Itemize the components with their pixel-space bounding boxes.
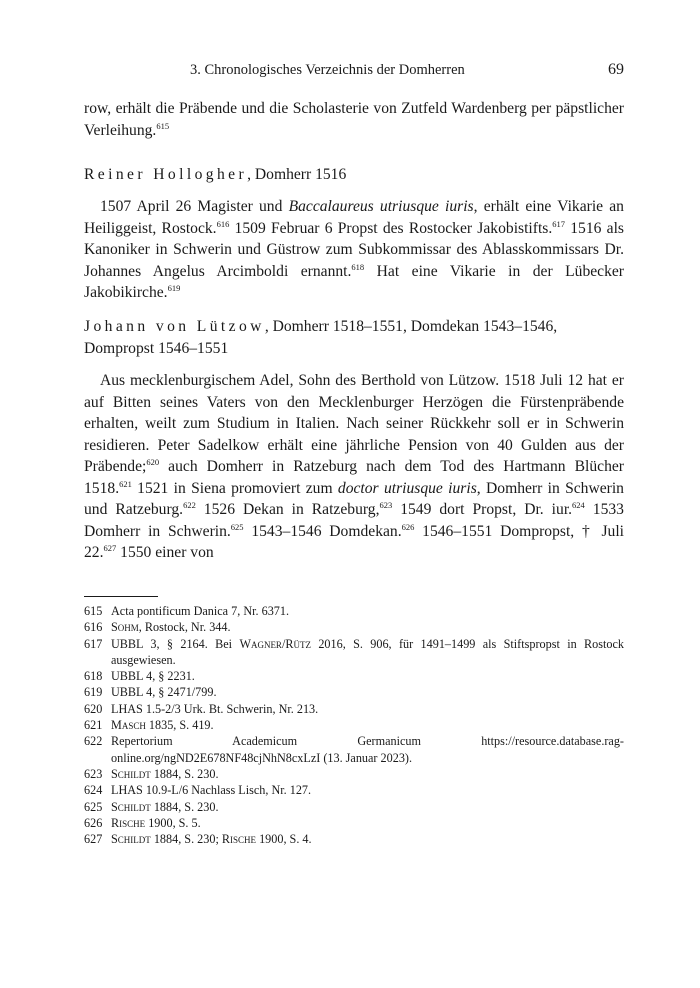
footnote-627 <box>84 831 624 847</box>
entry-role: , Domherr 1518–1551, Domdekan 1543–1546, Dompropst 1546–1551 <box>84 318 558 357</box>
footnote-622 <box>84 733 624 766</box>
text-run: 1516 als Kanoniker in Schwerin und Güstrow zum Subkommissar des Ablasskommissars Dr. Johannes Angelus Arcimboldi ernannt. <box>84 219 624 280</box>
text-run: Hat eine Vikarie in der Lübecker Jakobikirche. <box>84 262 624 301</box>
footnote-number: 619 <box>84 685 103 700</box>
footnote-number: 626 <box>84 815 103 830</box>
footnote-text <box>111 717 624 733</box>
author-name: Rische <box>221 832 257 847</box>
text-run: auch Domherr in Ratzeburg nach dem Tod des Hartmann Blücher 1518. <box>84 458 624 497</box>
entry-text-hollogher <box>84 196 624 304</box>
footnote-text <box>111 799 624 815</box>
author-name: Schildt <box>111 832 151 847</box>
footnote-number: 621 <box>84 718 103 733</box>
footnote-625 <box>84 799 624 815</box>
text-run: 1543–1546 Domdekan. <box>243 522 402 540</box>
running-title: 3. Chronologisches Verzeichnis der Domherren <box>190 62 465 78</box>
entry-name: Reiner Hollogher <box>84 166 248 183</box>
text-italic: Baccalaureus utriusque iuris <box>288 198 474 215</box>
footnote-ref[interactable]: 624 <box>572 500 585 510</box>
author-name: Schildt <box>111 766 151 781</box>
footnote-617 <box>84 636 624 669</box>
footnote-number: 624 <box>84 783 103 798</box>
footnote-text <box>111 815 624 831</box>
footnote-619 <box>84 684 624 700</box>
footnote-ref[interactable]: 622 <box>183 500 196 510</box>
text-italic: doctor utriusque iuris <box>337 479 477 497</box>
author-name: Sohm <box>111 620 139 635</box>
entry-heading-hollogher <box>84 164 624 186</box>
page-number: 69 <box>608 61 624 78</box>
footnote-ref[interactable]: 626 <box>401 521 415 532</box>
footnote-text: UBBL 4, § 2231. <box>111 669 195 684</box>
citation: 1835, S. 419. <box>145 718 214 733</box>
text-run: 1509 Februar 6 Propst des Rostocker Jakobistifts. <box>229 219 553 237</box>
footnote-text: LHAS 10.9-L/6 Nachlass Lisch, Nr. 127. <box>111 783 312 798</box>
entry-text-luetzow <box>84 370 624 564</box>
entry-role: , Domherr 1516 <box>247 166 347 183</box>
footnote-ref[interactable]: 616 <box>216 218 230 229</box>
footnote-ref[interactable]: 619 <box>167 283 181 293</box>
citation: 1884, S. 230. <box>150 799 219 814</box>
footnote-ref[interactable]: 627 <box>103 543 117 553</box>
footnote-number: 627 <box>84 832 103 847</box>
footnote-text <box>111 636 624 669</box>
footnote-text: LHAS 1.5-2/3 Urk. Bt. Schwerin, Nr. 213. <box>111 701 319 716</box>
footnote-text: Acta pontificum Danica 7, Nr. 6371. <box>111 604 290 618</box>
footnote-number: 625 <box>84 799 103 814</box>
citation: 1884, S. 230; <box>150 832 222 847</box>
text-run: , erhält eine Vikarie an Heiliggeist, Rostock. <box>84 198 624 237</box>
entry-heading-luetzow <box>84 316 624 359</box>
author-name: Wagner/Rütz <box>239 636 311 651</box>
footnote-ref[interactable]: 621 <box>119 478 132 489</box>
text-run: , Domherr in Schwerin und Ratzeburg. <box>84 479 624 518</box>
footnote-text <box>111 766 624 782</box>
citation: 1900, S. 5. <box>145 815 201 830</box>
footnote-number: 622 <box>84 734 103 749</box>
footnote-text: UBBL 4, § 2471/799. <box>111 685 217 700</box>
footnote-616 <box>84 619 624 635</box>
continuation-text: row, erhält die Präbende und die Scholasterie von Zutfeld Wardenberg per päpstlicher Verleihung. <box>84 100 624 139</box>
footnote-number: 616 <box>84 620 103 635</box>
footnote-624 <box>84 782 624 798</box>
entry-name: Johann von Lützow <box>84 318 265 335</box>
footnote-ref[interactable]: 617 <box>552 218 565 229</box>
citation: , Rostock, Nr. 344. <box>138 620 231 635</box>
footnote-text <box>111 619 624 635</box>
footnote-618 <box>84 668 624 684</box>
author-name: Masch <box>111 718 146 733</box>
footnotes <box>84 603 624 847</box>
footnote-number: 618 <box>84 669 103 684</box>
text-run: 1521 in Siena promoviert zum <box>131 479 338 497</box>
author-name: Schildt <box>111 799 151 814</box>
footnote-621 <box>84 717 624 733</box>
footnote-620 <box>84 701 624 717</box>
footnote-ref[interactable]: 618 <box>351 261 365 272</box>
text-run: 1533 Domherr in Schwerin. <box>84 501 624 540</box>
citation: UBBL 3, § 2164. Bei <box>111 636 240 651</box>
text-run: 1526 Dekan in Ratzeburg, <box>195 501 380 518</box>
footnote-ref[interactable]: 623 <box>379 500 393 510</box>
footnote-number: 620 <box>84 701 103 716</box>
text-run: Aus mecklenburgischem Adel, Sohn des Berthold von Lützow. 1518 Juli 12 hat er auf Bitten seines Vaters von den Mecklenburger Herzögen die Fürstenpräbende erhalten, weilt zum Studium in Italien. Nach seiner Rückkehr soll er in Schwerin residieren. Peter Sadelkow erhält eine jährliche Pension von 40 Gulden aus der Präbende; <box>84 372 624 475</box>
footnote-number: 623 <box>84 766 103 781</box>
footnote-ref[interactable]: 615 <box>156 120 170 131</box>
footnote-ref[interactable]: 625 <box>230 521 244 532</box>
citation: 2016, S. 906, für 1491–1499 als Stiftspropst in Rostock ausgewiesen. <box>111 636 624 667</box>
footnote-ref[interactable]: 620 <box>146 457 160 467</box>
footnote-number: 615 <box>84 604 103 618</box>
citation: 1884, S. 230. <box>150 766 219 781</box>
text-run: 1549 dort Propst, Dr. iur. <box>392 501 573 518</box>
author-name: Rische <box>111 815 146 830</box>
text-run: 1507 April 26 Magister und <box>100 198 289 215</box>
continuation-paragraph <box>84 98 624 141</box>
footnote-626 <box>84 815 624 831</box>
citation: 1900, S. 4. <box>256 832 312 847</box>
footnote-divider <box>84 596 158 597</box>
footnote-number: 617 <box>84 636 103 651</box>
text-run: 1550 einer von <box>116 544 214 561</box>
footnote-text <box>111 831 624 847</box>
running-header <box>84 62 624 82</box>
footnote-text: Repertorium Academicum Germanicum https://resource.database.rag-online.org/ngND2E678NF48cjNhN8cxLzI (13. Januar 2023). <box>111 734 624 765</box>
footnote-623 <box>84 766 624 782</box>
text-run: 1546–1551 Dompropst, † Juli 22. <box>84 522 624 561</box>
footnote-615 <box>84 603 624 619</box>
